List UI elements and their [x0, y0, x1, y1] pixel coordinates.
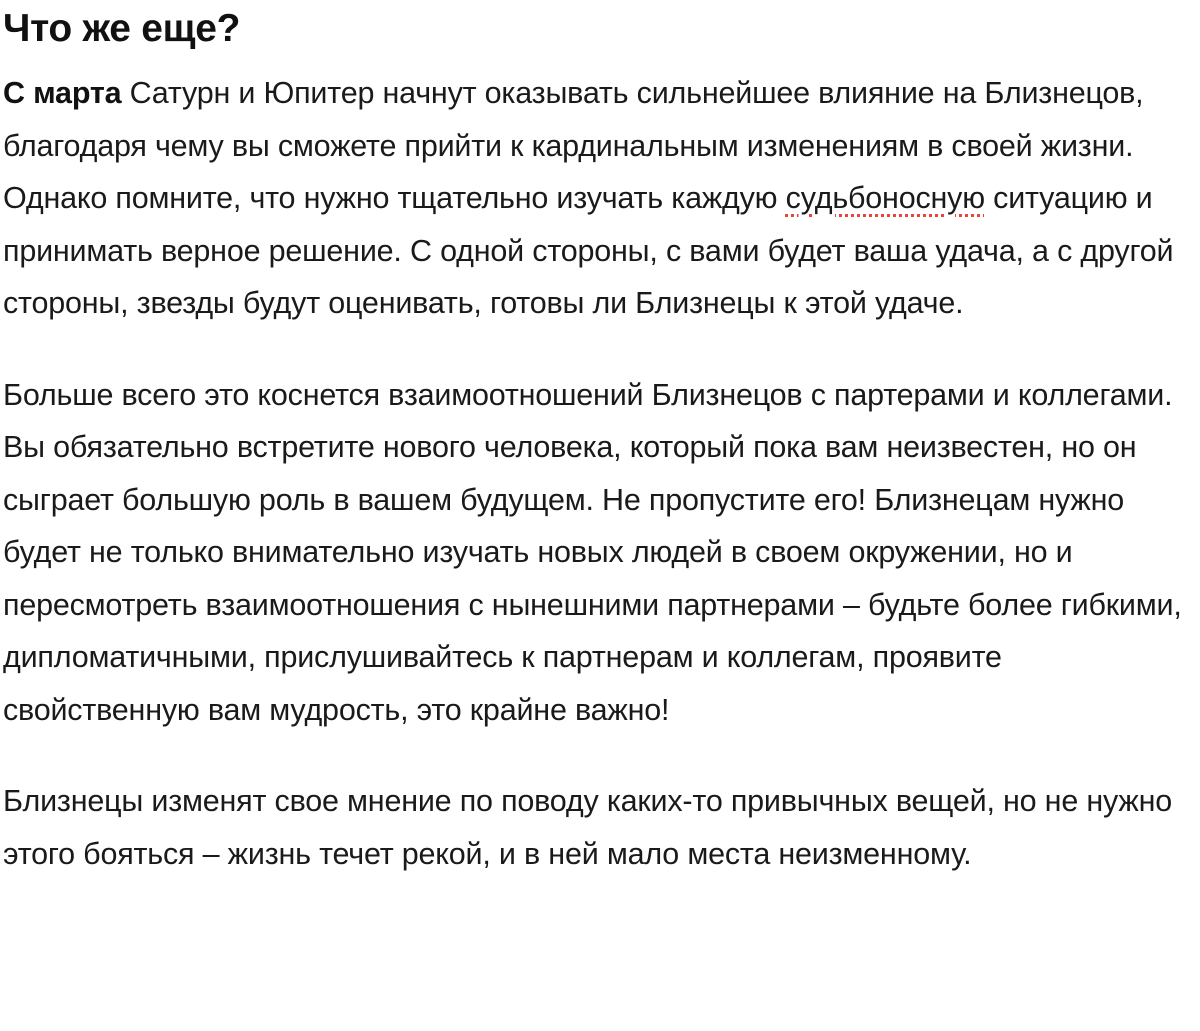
- paragraph-1-lead: С марта: [3, 76, 122, 110]
- paragraph-3[interactable]: Близнецы изменят свое мнение по поводу каких-то привычных вещей, но не нужно этого бояться – жизнь течет рекой, и в ней мало места неизменному.: [3, 784, 1172, 871]
- spellcheck-flagged-word[interactable]: судьбоносную: [785, 181, 985, 215]
- paragraph-1[interactable]: [3, 67, 1195, 330]
- section-heading: Что же еще?: [3, 7, 241, 50]
- paragraph-1-text-a: Сатурн и Юпитер начнут оказывать сильнейшее влияние на Близнецов, благодаря чему вы сможете прийти к кардинальным изменениям в своей жизни. Однако помните, что нужно тщательно изучать каждую: [3, 76, 1144, 215]
- paragraph-2[interactable]: Больше всего это коснется взаимоотношений Близнецов с партерами и коллегами. Вы обязательно встретите нового человека, который пока вам неизвестен, но он сыграет большую роль в вашем будущем. Не пропустите его! Близнецам нужно будет не только внимательно изучать новых людей в своем окружении, но и пересмотреть взаимоотношения с нынешними партнерами – будьте более гибкими, дипломатичными, прислушивайтесь к партнерам и коллегам, проявите свойственную вам мудрость, это крайне важно!: [3, 377, 1182, 727]
- paragraph-1-text-b: ситуацию и принимать верное решение. С одной стороны, с вами будет ваша удача, а с другой стороны, звезды будут оценивать, готовы ли Близнецы к этой удаче.: [3, 181, 1174, 320]
- article-body: [3, 0, 1195, 880]
